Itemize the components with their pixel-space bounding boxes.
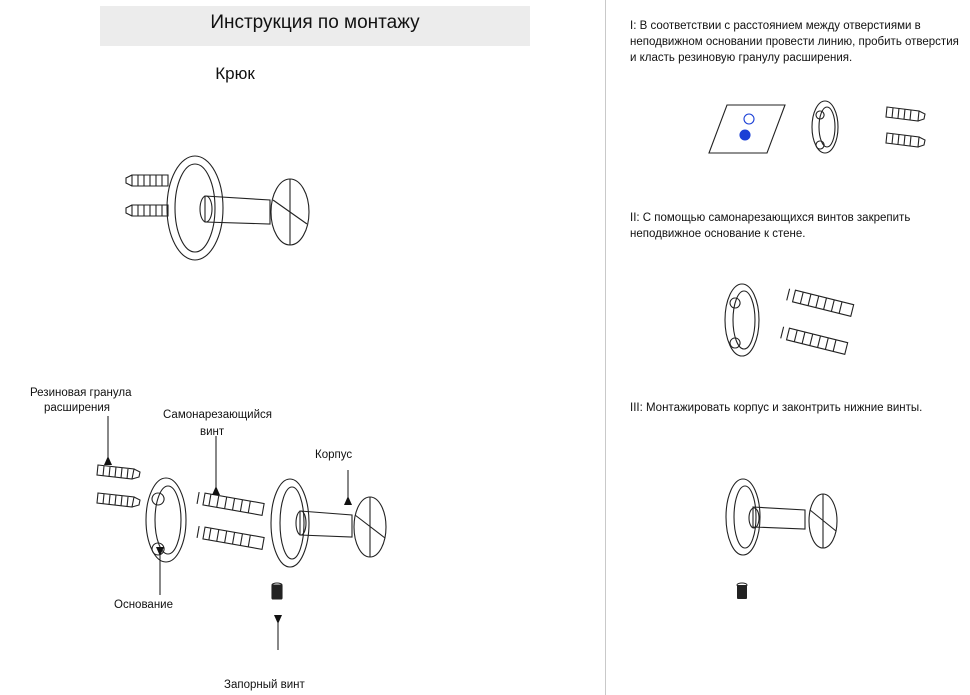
base-ring-small xyxy=(812,101,838,153)
wall-marking xyxy=(709,105,785,153)
step-2-text: II: С помощью самонарезающихся винтов закрепить неподвижное основание к стене. xyxy=(630,212,911,240)
right-column xyxy=(612,0,970,695)
step-3-text: III: Монтажировать корпус и законтрить нижние винты. xyxy=(630,402,923,414)
step-1-figure xyxy=(707,95,957,175)
label-rubber-granule-line2: расширения xyxy=(44,402,110,414)
column-divider xyxy=(605,0,606,695)
anchor-lower xyxy=(126,205,168,216)
rubber-granule-a xyxy=(886,107,925,121)
page-title: Инструкция по монтажу xyxy=(210,12,420,33)
page-subtitle: Крюк xyxy=(215,64,255,83)
screw-step2-lower xyxy=(781,327,848,355)
anchor-upper xyxy=(126,175,168,186)
rubber-granule-b xyxy=(886,133,925,147)
label-rubber-granule-line1: Резиновая гранула xyxy=(30,387,132,399)
label-self-tapping-screw-line2: винт xyxy=(200,426,225,438)
screw-step2-upper xyxy=(787,289,854,317)
label-body: Корпус xyxy=(315,449,353,461)
label-locking-screw: Запорный винт xyxy=(224,679,305,691)
base-ring-step2 xyxy=(725,284,759,356)
locking-screw-step3 xyxy=(737,583,747,599)
step-1-text: I: В соответствии с расстоянием между отверстиями в неподвижном основании провести линию, пробить отверстия и класть резиновую гранулу расширения. xyxy=(630,20,959,64)
assembled-hook-figure xyxy=(110,150,370,290)
step-2-figure xyxy=(712,272,952,382)
label-base: Основание xyxy=(114,599,173,611)
step-3-figure xyxy=(707,465,947,625)
label-self-tapping-screw-line1: Самонарезающийся xyxy=(163,409,272,421)
